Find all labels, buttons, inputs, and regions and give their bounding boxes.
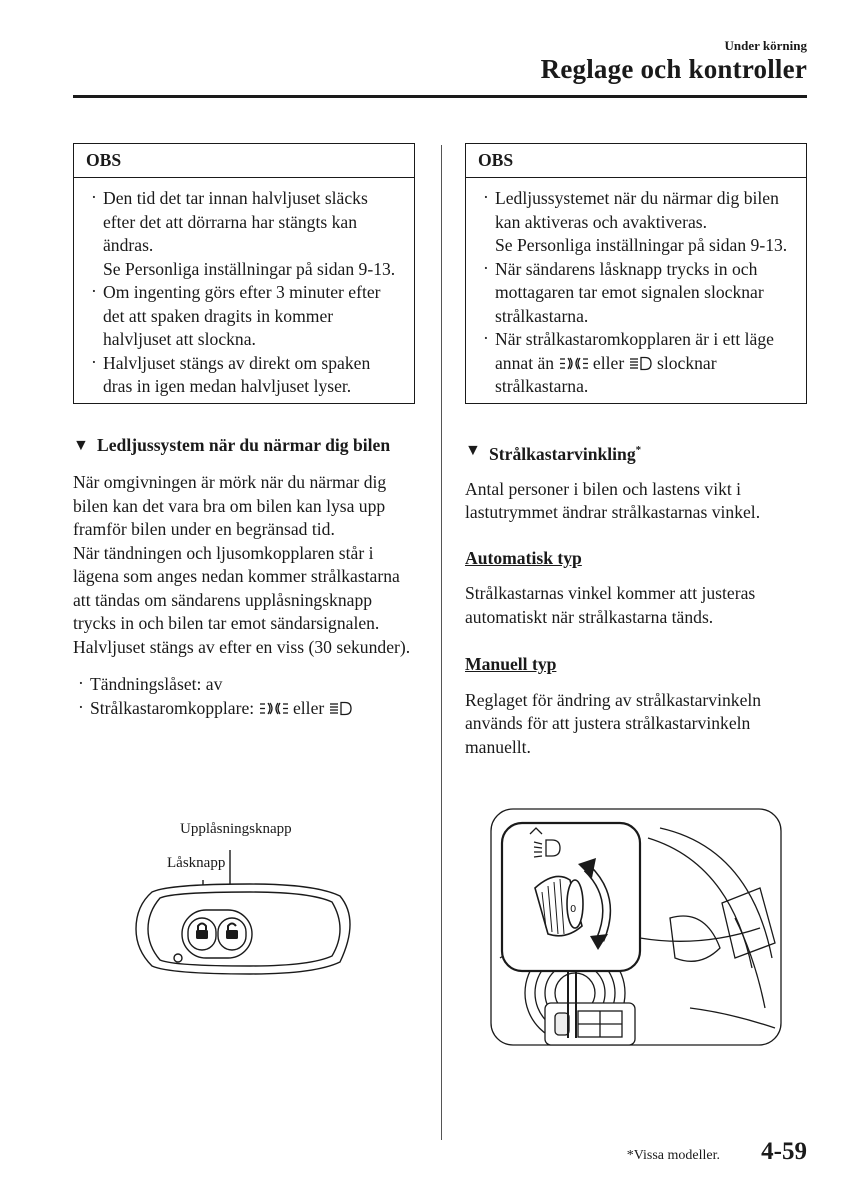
paragraph: Strålkastarnas vinkel kommer att justeras automatiskt när strålkastarna tänds.	[465, 583, 756, 627]
paragraph: När tändningen och ljusomkopplaren står i lägena som anges nedan kommer strålkastarna att tändas om sändarens upplåsningsknapp trycks in och bilen tar emot sändarsignalen. Halvljuset stängs av efter en viss (30 sekunder).	[73, 542, 411, 657]
low-beam-icon	[329, 701, 353, 716]
obs-item-text: Den tid det tar innan halvljuset släcks efter det att dörrarna har stängts kan ändras. Se Personliga inställningar på sidan 9-13.	[103, 188, 396, 279]
list-item-text: Strålkastaromkopplare:	[90, 697, 255, 718]
obs-item-text: eller	[592, 352, 625, 373]
lock-button-label: Låsknapp	[167, 855, 226, 871]
obs-item: · Halvljuset stängs av direkt om spaken dras in igen medan halvljuset lyser.	[91, 351, 371, 396]
sub-heading: Manuell typ	[465, 654, 557, 675]
triangle-marker-icon: ▼	[73, 436, 89, 454]
footnote: *Vissa modeller.	[626, 1148, 720, 1163]
headlight-parking-icon	[259, 701, 289, 716]
list-item-text: eller	[292, 697, 325, 718]
page-title: Reglage och kontroller	[540, 54, 807, 84]
obs-item-text: Ledljussystemet när du närmar dig bilen kan aktiveras och avaktiveras. Se Personliga inställningar på sidan 9-13.	[495, 188, 788, 255]
obs-item-text: Om ingenting görs efter 3 minuter efter det att spaken dragits in kommer halvljuset att slockna.	[103, 282, 381, 349]
section-heading	[465, 439, 807, 466]
svg-text:0: 0	[570, 904, 577, 915]
obs-box-right	[465, 143, 807, 404]
sub-heading: Automatisk typ	[465, 547, 582, 568]
list-item: · Tändningslåset: av	[78, 673, 223, 694]
paragraph: Antal personer i bilen och lastens vikt i lastutrymmet ändrar strålkastarnas vinkel.	[465, 478, 761, 523]
obs-title: OBS	[466, 144, 806, 178]
obs-item-text: slocknar strålkastarna.	[495, 352, 717, 396]
obs-item: · Den tid det tar innan halvljuset släcks efter det att dörrarna har stängts kan ändras. Se Personliga inställningar på sidan 9-13.	[91, 187, 396, 279]
low-beam-icon	[629, 356, 653, 371]
obs-item-text: När sändarens låsknapp trycks in och mottagaren tar emot signalen slocknar strålkastarna.	[495, 258, 764, 326]
left-column	[73, 143, 415, 720]
list-item: · Strålkastaromkopplare: eller	[73, 697, 415, 721]
obs-box-left	[73, 143, 415, 404]
obs-title: OBS	[74, 144, 414, 178]
heading-text: Strålkastarvinkling	[489, 443, 636, 464]
obs-item: · När sändarens låsknapp trycks in och mottagaren tar emot signalen slocknar strålkastarna.	[483, 257, 764, 326]
obs-item: · Om ingenting görs efter 3 minuter efter det att spaken dragits in kommer halvljuset att slockna.	[91, 281, 381, 349]
unlock-button-label: Upplåsningsknapp	[180, 821, 292, 837]
headlight-parking-icon	[559, 356, 589, 371]
obs-item-text: När strålkastaromkopplaren är i ett läge annat än	[495, 329, 774, 373]
footnote-marker: *	[635, 443, 642, 456]
right-column	[465, 143, 807, 759]
list-item-text: Tändningslåset: av	[90, 674, 223, 694]
page-number: 4-59	[761, 1138, 807, 1165]
section-label: Under körning	[724, 38, 807, 53]
title-rule	[73, 95, 807, 98]
heading-text: Ledljussystem när du närmar dig bilen	[97, 434, 391, 455]
paragraph: När omgivningen är mörk när du närmar dig bilen kan det vara bra om bilen kan lysa upp framför bilen under en begränsad tid.	[73, 472, 387, 539]
obs-item: · När strålkastaromkopplaren är i ett läge annat än eller slocknar strålkastarna.	[483, 328, 774, 396]
column-divider	[441, 145, 442, 1140]
triangle-marker-icon: ▼	[465, 441, 481, 459]
obs-item: · Ledljussystemet när du närmar dig bilen kan aktiveras och avaktiveras. Se Personliga inställningar på sidan 9-13.	[483, 187, 788, 255]
obs-item-text: Halvljuset stängs av direkt om spaken dras in igen medan halvljuset lyser.	[103, 352, 371, 396]
paragraph: Reglaget för ändring av strålkastarvinkeln används för att justera strålkastarvinkeln manuellt.	[465, 689, 762, 757]
section-heading	[73, 434, 415, 458]
key-fob-illustration	[130, 840, 360, 990]
headlight-leveling-dial-illustration	[490, 808, 782, 1046]
